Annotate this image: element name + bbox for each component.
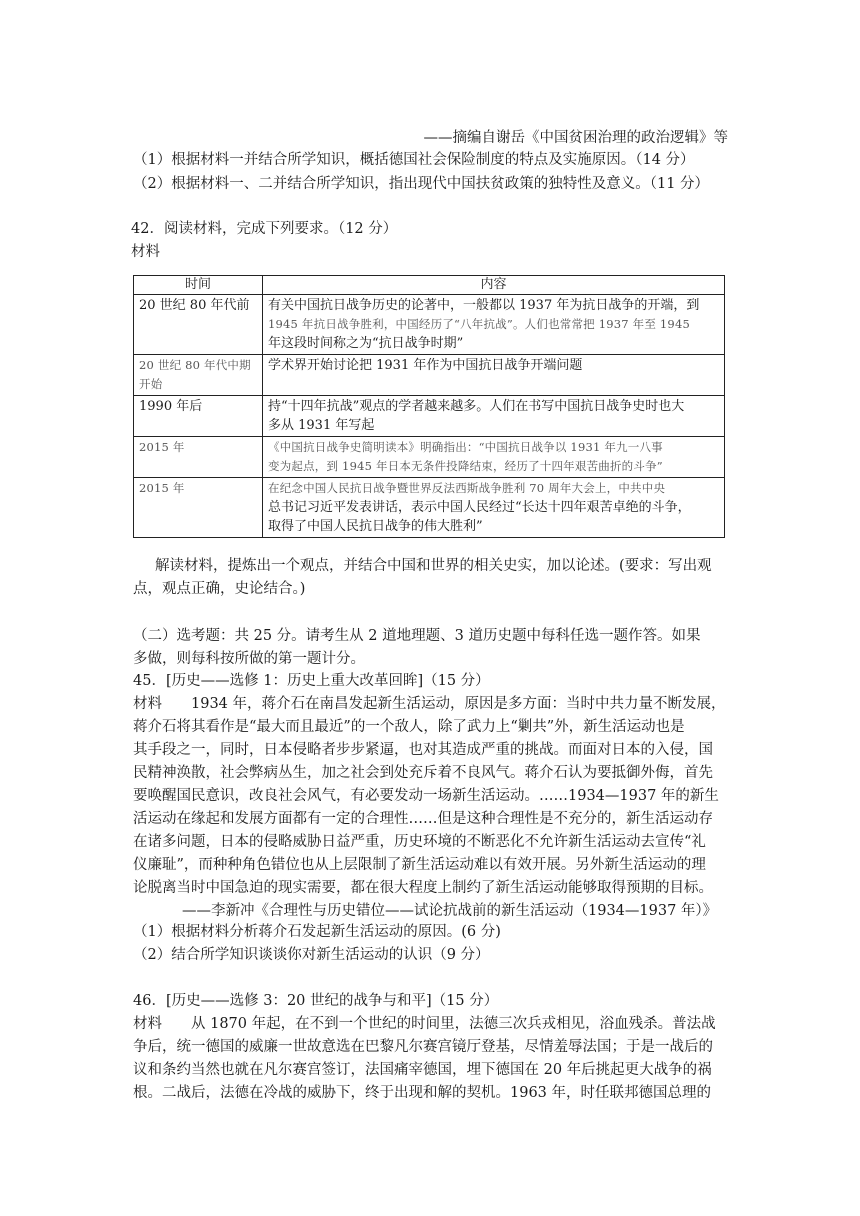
question-46-material-line: 根。二战后，法德在冷战的威胁下，终于出现和解的契机。1963 年，时任联邦德国总理的 xyxy=(133,1085,712,1101)
table-row xyxy=(134,478,725,538)
table-row xyxy=(134,355,725,396)
question-45-title: 45．[历史——选修 1：历史上重大改革回眸]（15 分） xyxy=(133,673,490,689)
section-2-heading-1: （二）选考题：共 25 分。请考生从 2 道地理题、3 道历史题中每科任选一题作答。如果 xyxy=(133,628,701,644)
question-46-material-line: 材料 从 1870 年起，在不到一个世纪的时间里，法德三次兵戎相见，浴血残杀。普法战 xyxy=(133,1016,716,1032)
question-45-material-line: 在诸多问题，日本的侵略威胁日益严重，历史环境的不断恶化不允许新生活运动去宣传“礼 xyxy=(133,834,706,850)
question-45-2: （2）结合所学知识谈谈你对新生活运动的认识（9 分） xyxy=(133,947,490,963)
question-45-material-line: 要唤醒国民意识，改良社会风气，有必要发动一场新生活运动。……1934—1937 年的新生 xyxy=(133,788,719,804)
row-content: 有关中国抗日战争历史的论著中，一般都以 1937 年为抗日战争的开端，到 1945 年抗日战争胜利，中国经历了“八年抗战”。人们也常常把 1937 年至 1945 年这段时间称之为“抗日战争时期” xyxy=(263,295,725,355)
row-content: 持“十四年抗战”观点的学者越来越多。人们在书写中国抗日战争史时也大 多从 1931 年写起 xyxy=(263,396,725,437)
header-time: 时间 xyxy=(134,276,263,295)
question-46-material-line: 争后，统一德国的威廉一世故意选在巴黎凡尔赛宫镜厅登基，尽情羞辱法国；于是一战后的 xyxy=(133,1039,713,1055)
row-time: 20 世纪 80 年代前 xyxy=(134,295,263,355)
question-41-1: （1）根据材料一并结合所学知识，概括德国社会保险制度的特点及实施原因。（14 分） xyxy=(133,152,695,168)
question-42-instruction-2: 点，观点正确，史论结合。) xyxy=(133,581,306,597)
question-45-source: ——李新冲《合理性与历史错位——试论抗战前的新生活运动（1934—1937 年）》 xyxy=(182,903,718,919)
table-row xyxy=(134,437,725,478)
question-42-instruction-1: 解读材料，提炼出一个观点，并结合中国和世界的相关史实，加以论述。(要求：写出观 xyxy=(155,558,712,574)
question-46-material-line: 议和条约当然也就在凡尔赛宫签订，法国痛宰德国，埋下德国在 20 年后挑起更大战争的祸 xyxy=(133,1062,712,1078)
question-45-material-line: 论脱离当时中国急迫的现实需要，都在很大程度上制约了新生活运动能够取得预期的目标。 xyxy=(133,880,713,896)
question-45-material-line: 活运动在缘起和发展方面都有一定的合理性……但是这种合理性是不充分的，新生活运动存 xyxy=(133,811,713,827)
source-citation-41: ——摘编自谢岳《中国贫困治理的政治逻辑》等 xyxy=(423,130,728,146)
question-45-material-line: 其手段之一，同时，日本侵略者步步紧逼，也对其造成严重的挑战。而面对日本的入侵，国 xyxy=(133,742,713,758)
question-45-material-line: 蒋介石将其看作是“最大而且最近”的一个敌人，除了武力上“剿共”外，新生活运动也是 xyxy=(133,719,685,735)
question-46-title: 46．[历史——选修 3：20 世纪的战争与和平]（15 分） xyxy=(133,993,499,1009)
question-45-material-line: 仪廉耻”，而种种角色错位也从上层限制了新生活运动难以有效开展。另外新生活运动的理 xyxy=(133,857,706,873)
question-45-material-line: 民精神涣散，社会弊病丛生，加之社会到处充斥着不良风气。蒋介石认为要抵御外侮，首先 xyxy=(133,765,713,781)
row-time: 2015 年 xyxy=(134,478,263,538)
row-time: 2015 年 xyxy=(134,437,263,478)
material-table xyxy=(133,275,725,538)
question-41-2: （2）根据材料一、二并结合所学知识，指出现代中国扶贫政策的独特性及意义。（11 分） xyxy=(133,176,710,192)
header-content: 内容 xyxy=(263,276,725,295)
question-45-1: （1）根据材料分析蒋介石发起新生活运动的原因。(6 分) xyxy=(133,924,501,940)
table-row xyxy=(134,396,725,437)
row-time: 20 世纪 80 年代中期 开始 xyxy=(134,355,263,396)
question-42-title: 42．阅读材料，完成下列要求。（12 分） xyxy=(131,221,398,237)
material-label: 材料 xyxy=(131,244,160,260)
row-content: 《中国抗日战争史简明读本》明确指出：“中国抗日战争以 1931 年九一八事 变为起点，到 1945 年日本无条件投降结束，经历了十四年艰苦曲折的斗争” xyxy=(263,437,725,478)
row-content: 学术界开始讨论把 1931 年作为中国抗日战争开端问题 xyxy=(263,355,725,396)
table-header-row xyxy=(134,276,725,295)
row-content: 在纪念中国人民抗日战争暨世界反法西斯战争胜利 70 周年大会上，中共中央 总书记习近平发表讲话，表示中国人民经过“长达十四年艰苦卓绝的斗争， 取得了中国人民抗日战争的伟大胜利” xyxy=(263,478,725,538)
question-45-material-line: 材料 1934 年，蒋介石在南昌发起新生活运动，原因是多方面：当时中共力量不断发展， xyxy=(133,696,726,712)
section-2-heading-2: 多做，则每科按所做的第一题计分。 xyxy=(133,651,365,667)
table-row xyxy=(134,295,725,355)
row-time: 1990 年后 xyxy=(134,396,263,437)
